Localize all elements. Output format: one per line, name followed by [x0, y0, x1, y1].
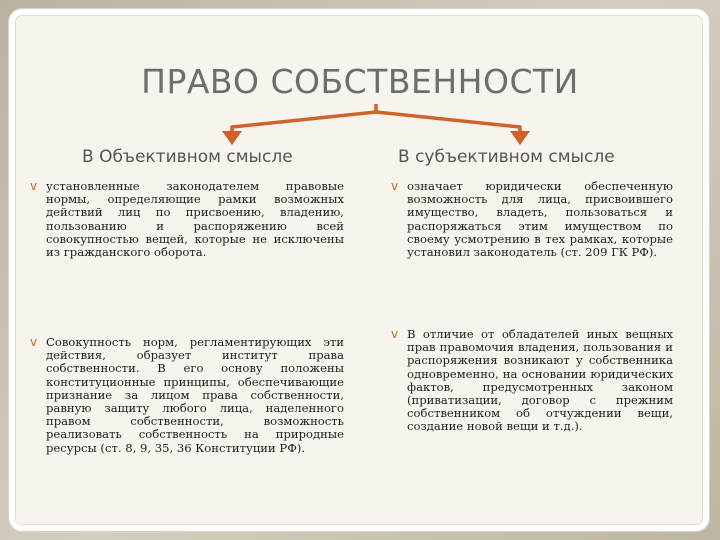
right-bullet-1	[391, 179, 673, 260]
arrow-left	[232, 104, 376, 137]
arrow-right	[376, 112, 520, 137]
right-bullet-1-text: означает юридически обеспеченную возможность для лица, присвоившего имущество, владеть, пользоваться и распоряжаться этим имуществом по своему усмотрению в тех рамках, которые установил законодатель (ст. 209 ГК РФ).	[407, 179, 673, 260]
slide-title: ПРАВО СОБСТВЕННОСТИ	[141, 62, 579, 101]
left-column-heading: В Объективном смысле	[82, 147, 293, 167]
checkmark-v-icon: v	[30, 335, 38, 349]
right-column-heading: В субъективном смысле	[398, 147, 615, 167]
left-bullet-1	[30, 179, 344, 260]
checkmark-v-icon: v	[391, 179, 399, 193]
arrow-left-head	[222, 131, 242, 145]
right-bullet-2-text: В отличие от обладателей иных вещных прав правомочия владения, пользования и распоряжения возникают у собственника одновременно, на основании юридических фактов, предусмотренных законом (приватизации, договор с прежним собственником об отчуждении вещи, создание новой вещи и т.д.).	[407, 327, 673, 434]
checkmark-v-icon: v	[391, 327, 399, 341]
arrow-right-head	[510, 131, 530, 145]
left-bullet-2	[30, 335, 344, 455]
right-bullet-2	[391, 327, 673, 434]
left-bullet-1-text: установленные законодателем правовые нормы, определяющие рамки возможных действий лиц по присвоению, владению, пользованию и распоряжению всей совокупностью вещей, которые не исключены из гражданского оборота.	[46, 179, 344, 260]
checkmark-v-icon: v	[30, 179, 38, 193]
left-bullet-2-text: Совокупность норм, регламентирующих эти действия, образует институт права собственности. В его основу положены конституционные принципы, обеспечивающие признание за лицом права собственности, равную защиту любого лица, наделенного правом собственности, возможность реализовать собственность на природные ресурсы (ст. 8, 9, 35, 36 Конституции РФ).	[46, 335, 344, 455]
